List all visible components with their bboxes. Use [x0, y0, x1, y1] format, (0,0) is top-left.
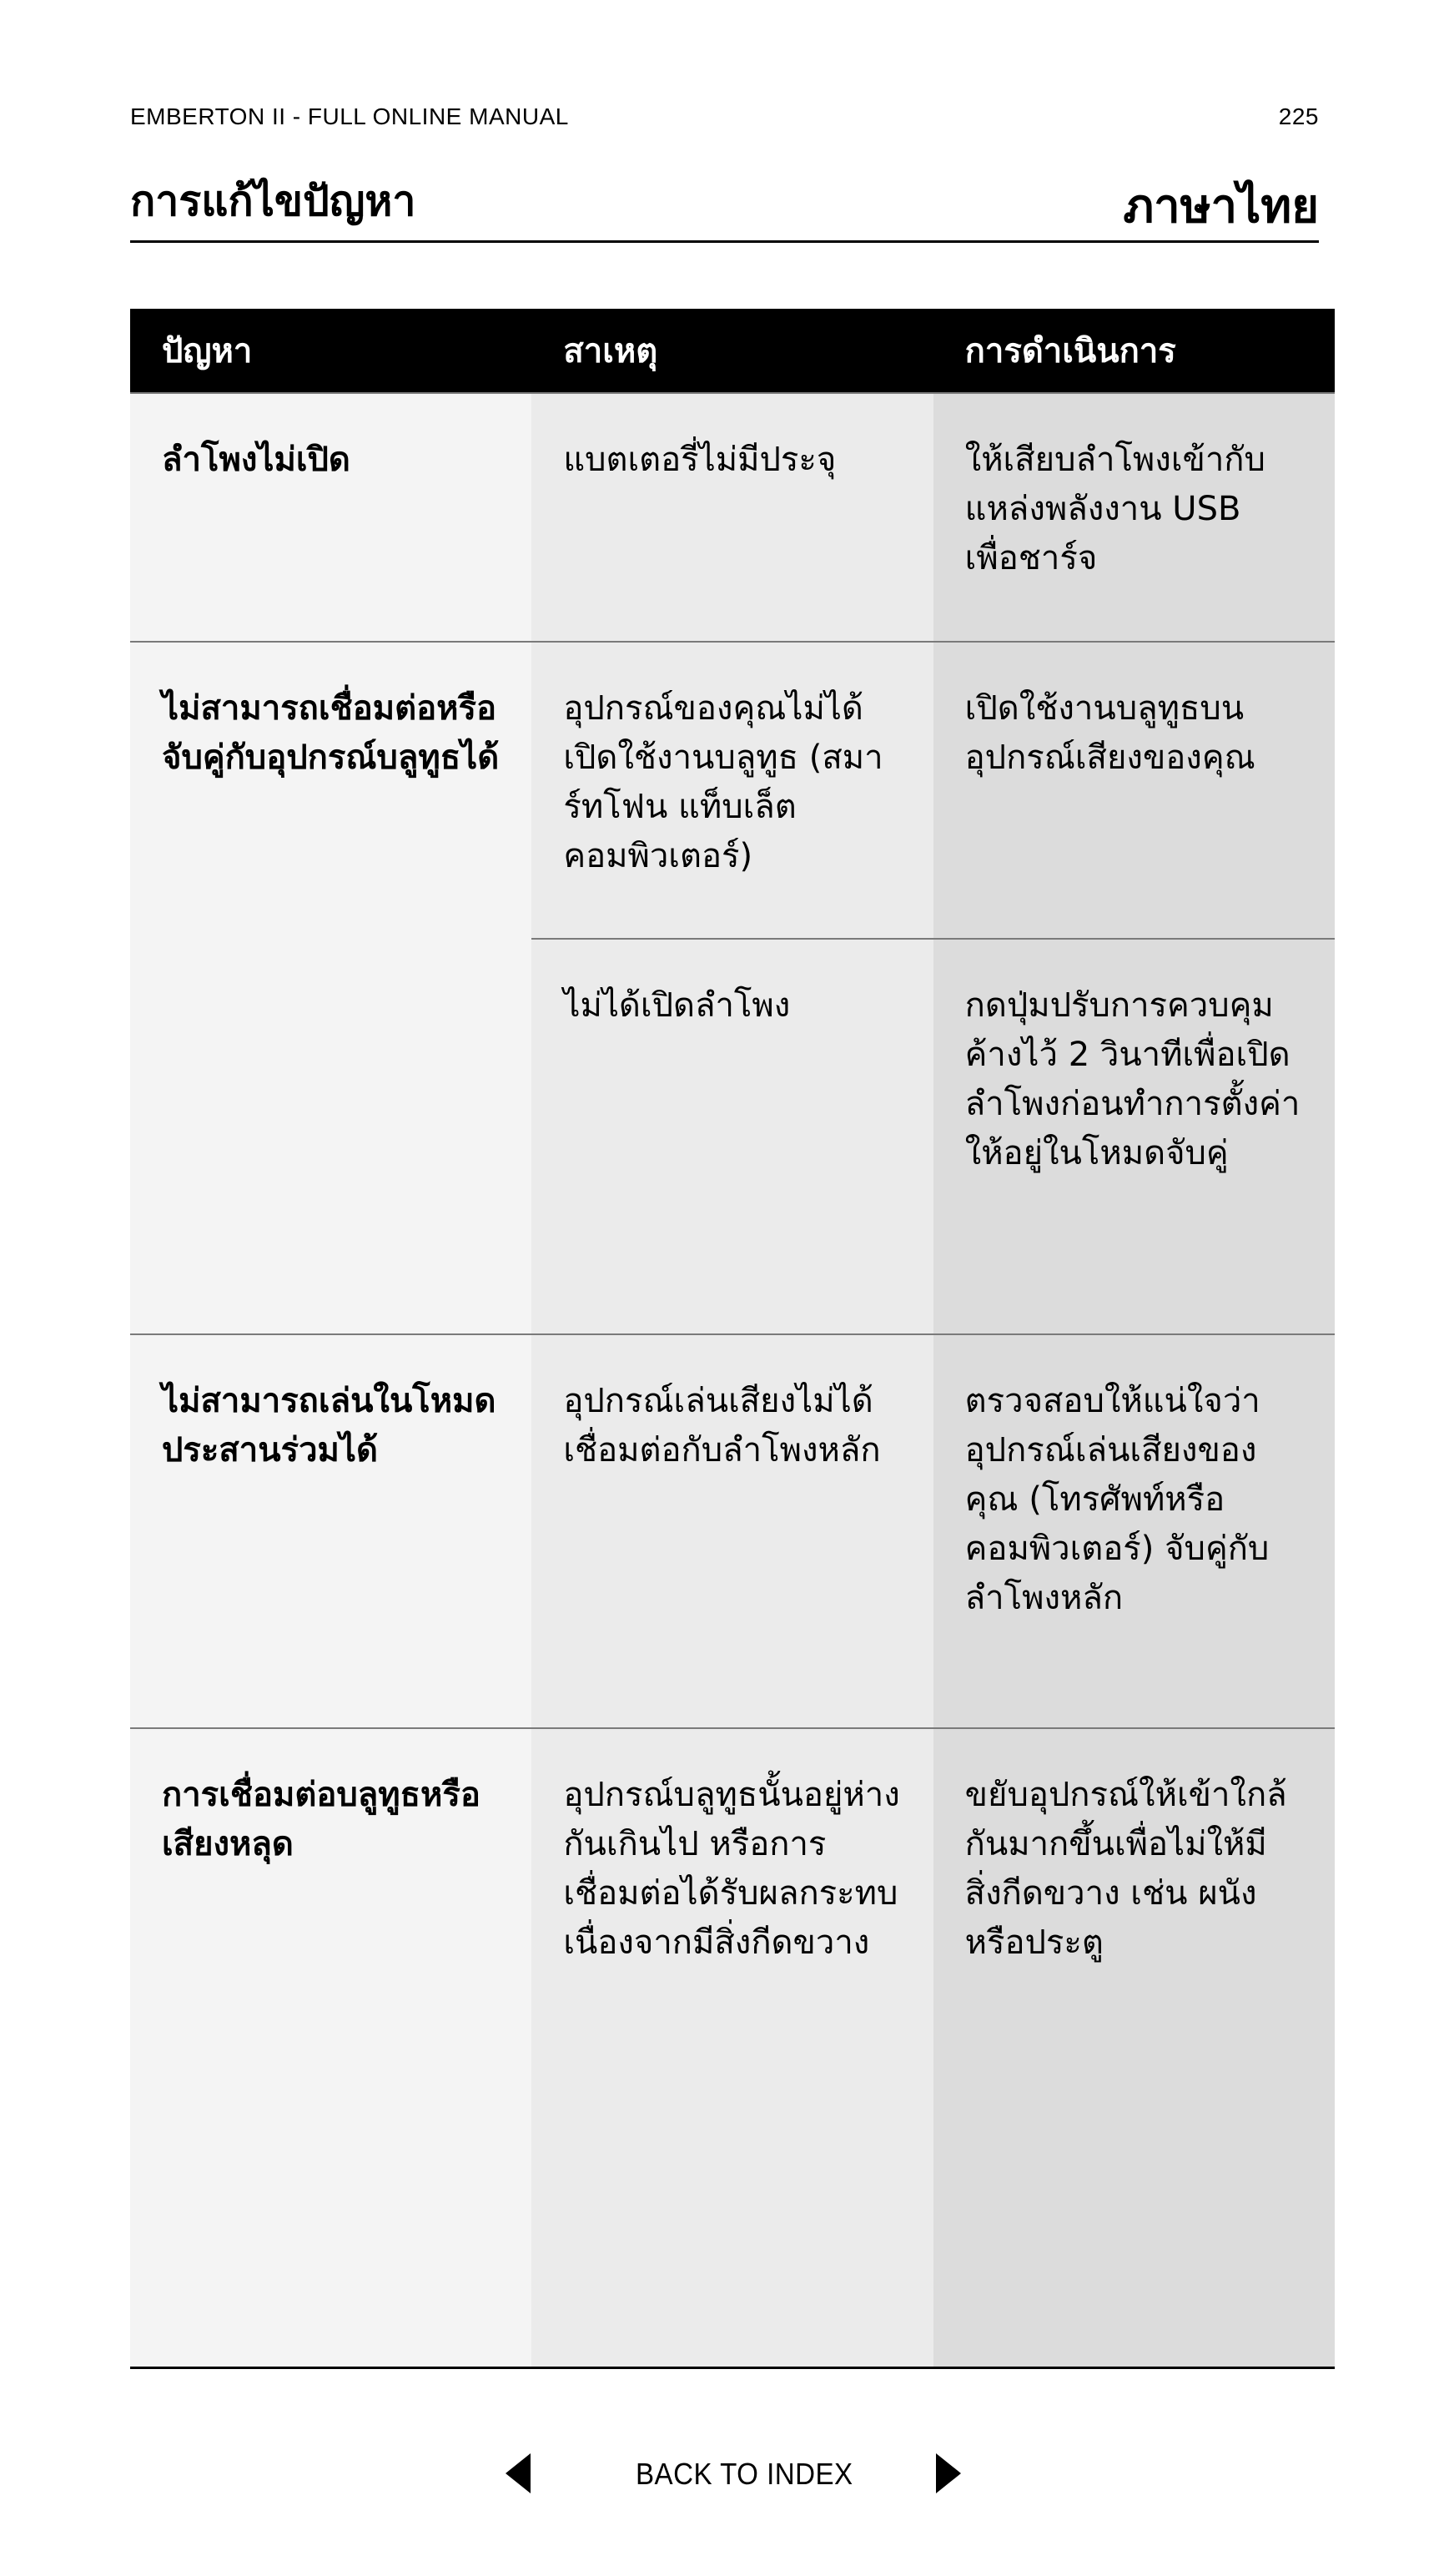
cause-cell: อุปกรณ์ของคุณไม่ได้เปิดใช้งานบลูทูธ (สมาร์ทโฟน แท็บเล็ต คอมพิวเตอร์): [531, 642, 933, 939]
page-number: 225: [1278, 103, 1319, 129]
column-header-cause: สาเหตุ: [531, 309, 933, 393]
running-header: [130, 103, 1319, 139]
action-cell: ตรวจสอบให้แน่ใจว่าอุปกรณ์เล่นเสียงของคุณ (โทรศัพท์หรือคอมพิวเตอร์) จับคู่กับลำโพงหลัก: [933, 1334, 1335, 1728]
cause-cell: อุปกรณ์บลูทูธนั้นอยู่ห่างกันเกินไป หรือการเชื่อมต่อได้รับผลกระทบเนื่องจากมีสิ่งกีดขวาง: [531, 1728, 933, 2367]
problem-cell: การเชื่อมต่อบลูทูธหรือเสียงหลุด: [130, 1728, 531, 2367]
troubleshooting-table: [130, 309, 1335, 2369]
section-title: การแก้ไขปัญหา: [130, 177, 416, 225]
table-row: [130, 642, 1335, 939]
language-label: ภาษาไทย: [1123, 179, 1319, 234]
cause-cell: ไม่ได้เปิดลำโพง: [531, 939, 933, 1334]
title-row: [130, 164, 1319, 243]
cause-cell: แบตเตอรี่ไม่มีประจุ: [531, 393, 933, 642]
action-cell: กดปุ่มปรับการควบคุมค้างไว้ 2 วินาทีเพื่อเปิดลำโพงก่อนทำการตั้งค่าให้อยู่ในโหมดจับคู่: [933, 939, 1335, 1334]
action-cell: เปิดใช้งานบลูทูธบนอุปกรณ์เสียงของคุณ: [933, 642, 1335, 939]
triangle-left-icon[interactable]: [506, 2453, 531, 2493]
action-cell: ให้เสียบลำโพงเข้ากับแหล่งพลังงาน USB เพื่อชาร์จ: [933, 393, 1335, 642]
back-to-index-link[interactable]: BACK TO INDEX: [636, 2457, 853, 2491]
page-navigation: [0, 2453, 1449, 2520]
action-cell: ขยับอุปกรณ์ให้เข้าใกล้กันมากขึ้นเพื่อไม่ให้มีสิ่งกีดขวาง เช่น ผนังหรือประตู: [933, 1728, 1335, 2367]
problem-cell: ไม่สามารถเชื่อมต่อหรือจับคู่กับอุปกรณ์บลูทูธได้: [130, 642, 531, 1334]
table-header-row: [130, 309, 1335, 393]
problem-cell: ลำโพงไม่เปิด: [130, 393, 531, 642]
table-row: [130, 1728, 1335, 2367]
table-row: [130, 393, 1335, 642]
column-header-action: การดำเนินการ: [933, 309, 1335, 393]
cause-cell: อุปกรณ์เล่นเสียงไม่ได้เชื่อมต่อกับลำโพงหลัก: [531, 1334, 933, 1728]
table-row: [130, 1334, 1335, 1728]
problem-cell: ไม่สามารถเล่นในโหมดประสานร่วมได้: [130, 1334, 531, 1728]
triangle-right-icon[interactable]: [936, 2453, 961, 2493]
column-header-problem: ปัญหา: [130, 309, 531, 393]
document-title: EMBERTON II - FULL ONLINE MANUAL: [130, 103, 569, 129]
